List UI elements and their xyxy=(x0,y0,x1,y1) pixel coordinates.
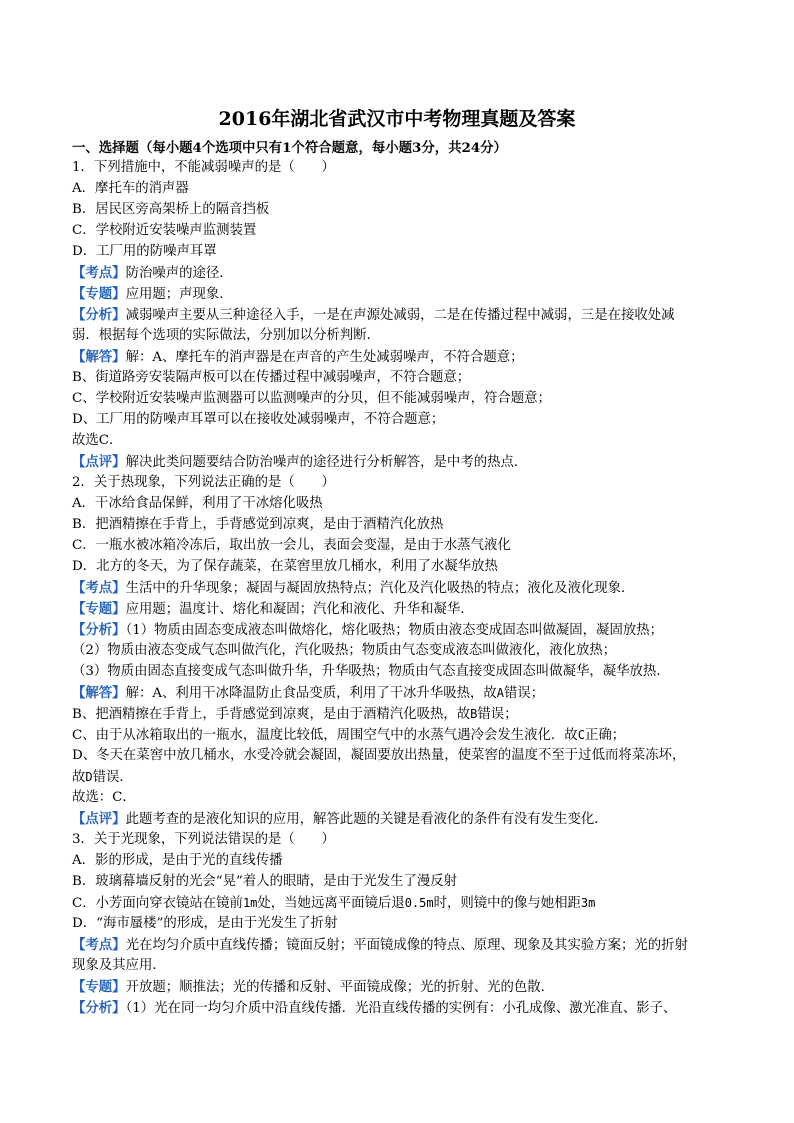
dianping-tag: 【点评】 xyxy=(72,454,126,470)
kaodian-tag: 【考点】 xyxy=(72,265,126,281)
q2-jieda-text-5a: 故 xyxy=(72,770,86,785)
q2-option-c: C．一瓶水被冰箱冷冻后，取出放一会儿，表面会变湿，是由于水蒸气液化 xyxy=(72,538,511,553)
q2-jieda-text-2a: B、把酒精擦在手背上，手背感觉到凉爽，是由于酒精汽化吸热，故 xyxy=(72,707,471,722)
q1-dianping-text: 解决此类问题要结合防治噪声的途径进行分析解答，是中考的热点． xyxy=(125,455,528,470)
q1-option-c: C．学校附近安装噪声监测装置 xyxy=(72,223,257,238)
q2-jieda-letter-c: C xyxy=(577,728,585,742)
q3-c-text-2: 处，当她远离平面镜后退 xyxy=(257,896,405,911)
q2-jieda-text-1c: 错误； xyxy=(504,686,545,701)
q3-fenxi-text-1: （1）光在同一均匀介质中沿直线传播．光沿直线传播的实例有：小孔成像、激光准直、影子、 xyxy=(125,1001,677,1016)
q1-zhuanti xyxy=(72,284,233,304)
q1-fenxi-text-1: 减弱噪声主要从三种途径入手，一是在声源处减弱，二是在传播过程中减弱，三是在接收处减 xyxy=(125,308,675,323)
section-heading: 一、选择题（每小题4个选项中只有1个符合题意，每小题3分，共24分） xyxy=(72,140,507,156)
q2-jieda-b xyxy=(72,704,518,724)
q3-c-value-3: 3m xyxy=(580,896,596,910)
q2-fenxi-text-1: （1）物质由固态变成液态叫做熔化，熔化吸热；物质由液态变成固态叫做凝固，凝固放热； xyxy=(125,623,664,638)
q2-kaodian-text: 生活中的升华现象；凝固与凝固放热特点；汽化及汽化吸热的特点；液化及液化现象． xyxy=(125,581,635,596)
q2-stem: 2．关于热现象，下列说法正确的是（ ） xyxy=(72,475,335,490)
q3-option-d: D．“海市蜃楼”的形成，是由于光发生了折射 xyxy=(72,916,338,931)
zhuanti-tag: 【专题】 xyxy=(72,979,126,995)
q1-jieda-text-1: 解：A、摩托车的消声器是在声音的产生处减弱噪声，不符合题意； xyxy=(125,350,524,365)
kaodian-tag: 【考点】 xyxy=(72,937,126,953)
q3-c-value-1: 1m xyxy=(242,896,258,910)
q1-jieda-c: C、学校附近安装噪声监测器可以监测噪声的分贝，但不能减弱噪声，符合题意； xyxy=(72,391,551,406)
q3-option-b: B．玻璃幕墙反射的光会“晃”着人的眼睛，是由于光发生了漫反射 xyxy=(72,874,458,889)
q3-zhuanti-text: 开放题；顺推法；光的传播和反射、平面镜成像；光的折射、光的色散． xyxy=(125,980,555,995)
fenxi-tag: 【分析】 xyxy=(72,1000,126,1016)
q2-jieda-d: D、冬天在菜窖中放几桶水，水受冷就会凝固，凝固要放出热量，使菜窖的温度不至于过低而将菜冻坏， xyxy=(72,748,686,763)
q2-fenxi-2: （2）物质由液态变成气态叫做汽化，汽化吸热；物质由气态变成液态叫做液化，液化放热； xyxy=(72,643,617,658)
q2-jieda-c xyxy=(72,725,625,745)
q1-kaodian-text: 防治噪声的途径． xyxy=(125,266,233,281)
q2-jieda-letter-d: D xyxy=(85,770,93,784)
q3-kaodian-cont: 现象及其应用． xyxy=(72,958,166,973)
q1-stem: 1．下列措施中，不能减弱噪声的是（ ） xyxy=(72,160,335,175)
q2-jieda-text-3a: C、由于从冰箱取出的一瓶水，温度比较低，周围空气中的水蒸气遇冷会发生液化．故 xyxy=(72,728,578,743)
q3-stem: 3．关于光现象，下列说法错误的是（ ） xyxy=(72,832,335,847)
q2-jieda-text-3c: 正确； xyxy=(584,728,626,743)
jieda-tag: 【解答】 xyxy=(72,349,126,365)
q3-fenxi xyxy=(72,998,676,1018)
kaodian-tag: 【考点】 xyxy=(72,580,126,596)
page-title: 2016年湖北省武汉市中考物理真题及答案 xyxy=(218,108,576,130)
q2-answer: 故选：C． xyxy=(72,790,136,805)
q3-c-value-2: 0.5m xyxy=(404,896,434,910)
q2-jieda-text-2c: 错误； xyxy=(477,707,518,722)
q1-dianping xyxy=(72,452,527,472)
jieda-tag: 【解答】 xyxy=(72,685,126,701)
q1-kaodian xyxy=(72,263,233,283)
q1-option-d: D．工厂用的防噪声耳罩 xyxy=(72,244,217,259)
q2-jieda-text-1a: 解：A、利用干冰降温防止食品变质，利用了干冰升华吸热，故 xyxy=(125,686,497,701)
q3-c-text-3: 时，则镜中的像与她相距 xyxy=(433,896,581,911)
q3-option-c xyxy=(72,893,595,913)
q2-jieda xyxy=(72,683,544,703)
fenxi-tag: 【分析】 xyxy=(72,307,126,323)
q1-option-a: A．摩托车的消声器 xyxy=(72,181,189,196)
q1-option-b: B．居民区旁高架桥上的隔音挡板 xyxy=(72,202,270,217)
q1-jieda xyxy=(72,347,524,367)
q2-option-d: D．北方的冬天，为了保存蔬菜，在菜窖里放几桶水，利用了水凝华放热 xyxy=(72,559,498,574)
q2-zhuanti xyxy=(72,599,474,619)
fenxi-tag: 【分析】 xyxy=(72,622,126,638)
q3-kaodian-text-1: 光在均匀介质中直线传播；镜面反射；平面镜成像的特点、原理、现象及其实验方案；光的折射 xyxy=(125,938,688,953)
q2-option-a: A．干冰给食品保鲜，利用了干冰熔化吸热 xyxy=(72,496,323,511)
q1-jieda-b: B、街道路旁安装隔声板可以在传播过程中减弱噪声，不符合题意； xyxy=(72,370,471,385)
q1-jieda-d: D、工厂用的防噪声耳罩可以在接收处减弱噪声，不符合题意； xyxy=(72,412,445,427)
q1-fenxi xyxy=(72,305,675,325)
q3-zhuanti xyxy=(72,977,554,997)
q3-kaodian xyxy=(72,935,688,955)
q2-option-b: B．把酒精擦在手背上，手背感觉到凉爽，是由于酒精汽化放热 xyxy=(72,517,444,532)
q2-fenxi-3: （3）物质由固态直接变成气态叫做升华，升华吸热；物质由气态直接变成固态叫做凝华，凝华放热． xyxy=(72,664,670,679)
q3-option-a: A．影的形成，是由于光的直线传播 xyxy=(72,853,283,868)
zhuanti-tag: 【专题】 xyxy=(72,286,126,302)
q2-jieda-text-5c: 错误． xyxy=(92,770,133,785)
q2-jieda-d-cont xyxy=(72,767,133,787)
q1-answer: 故选C． xyxy=(72,433,123,448)
q2-zhuanti-text: 应用题；温度计、熔化和凝固；汽化和液化、升华和凝华． xyxy=(125,602,474,617)
q2-dianping xyxy=(72,809,608,829)
q2-dianping-text: 此题考查的是液化知识的应用，解答此题的关键是看液化的条件有没有发生变化． xyxy=(125,812,608,827)
q2-fenxi xyxy=(72,620,663,640)
q1-fenxi-cont: 弱．根据每个选项的实际做法，分别加以分析判断． xyxy=(72,328,380,343)
q2-jieda-letter-a: A xyxy=(496,686,505,700)
dianping-tag: 【点评】 xyxy=(72,811,126,827)
zhuanti-tag: 【专题】 xyxy=(72,601,126,617)
q2-jieda-letter-b: B xyxy=(470,707,478,721)
q3-c-text-1: C．小芳面向穿衣镜站在镜前 xyxy=(72,896,243,911)
q2-kaodian xyxy=(72,578,634,598)
q1-zhuanti-text: 应用题；声现象． xyxy=(125,287,233,302)
